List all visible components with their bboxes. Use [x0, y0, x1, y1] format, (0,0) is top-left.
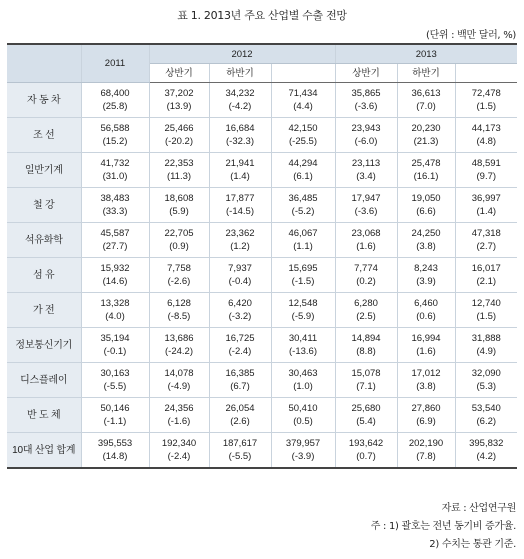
growth-rate: (1.2)	[230, 241, 250, 252]
growth-rate: (1.6)	[356, 241, 376, 252]
export-value: 12,548	[288, 298, 318, 309]
table-cell	[149, 153, 209, 188]
export-value: 13,686	[164, 333, 194, 344]
growth-rate: (-1.1)	[103, 416, 127, 427]
growth-rate: (13.9)	[166, 101, 192, 112]
export-value: 30,463	[288, 368, 318, 379]
table-cell	[455, 188, 517, 223]
growth-rate: (27.7)	[102, 241, 128, 252]
table-cell	[335, 258, 397, 293]
table-cell	[149, 328, 209, 363]
growth-rate: (-5.9)	[291, 311, 315, 322]
growth-rate: (1.4)	[476, 206, 497, 217]
table-cell	[397, 328, 455, 363]
growth-rate: (6.9)	[416, 416, 436, 427]
growth-rate: (-2.4)	[228, 346, 252, 357]
table-cell	[335, 328, 397, 363]
growth-rate: (1.5)	[476, 311, 497, 322]
table-row	[7, 293, 517, 328]
unit-label: (단위 : 백만 달러, %)	[425, 30, 516, 41]
growth-rate: (0.5)	[293, 416, 313, 427]
table-cell	[397, 188, 455, 223]
export-value: 7,774	[354, 263, 378, 274]
growth-rate: (4.4)	[293, 101, 313, 112]
export-forecast-table	[7, 43, 517, 469]
growth-rate: (1.4)	[230, 171, 250, 182]
export-value: 25,466	[164, 123, 194, 134]
table-cell	[271, 363, 335, 398]
table-cell	[397, 223, 455, 258]
export-value: 37,202	[164, 88, 194, 99]
table-cell	[397, 293, 455, 328]
table-cell	[209, 258, 271, 293]
table-cell	[149, 118, 209, 153]
export-value: 41,732	[100, 158, 130, 169]
table-cell	[149, 258, 209, 293]
header-2012-total	[271, 64, 335, 83]
export-value: 16,994	[411, 333, 441, 344]
table-cell	[81, 118, 149, 153]
growth-rate: (-4.2)	[228, 101, 252, 112]
growth-rate: (7.8)	[416, 451, 436, 462]
row-label: 일반기계	[7, 153, 81, 188]
growth-rate: (-32.3)	[226, 136, 254, 147]
export-value: 6,420	[228, 298, 252, 309]
growth-rate: (4.2)	[476, 451, 497, 462]
export-value: 19,050	[411, 193, 441, 204]
table-cell	[335, 223, 397, 258]
export-value: 72,478	[471, 88, 501, 99]
export-value: 36,485	[288, 193, 318, 204]
growth-rate: (-4.9)	[167, 381, 191, 392]
export-value: 35,194	[100, 333, 130, 344]
row-label: 디스플레이	[7, 363, 81, 398]
table-cell	[149, 398, 209, 433]
growth-rate: (-24.2)	[165, 346, 193, 357]
table-cell	[81, 328, 149, 363]
table-cell	[455, 153, 517, 188]
table-cell	[149, 363, 209, 398]
table-cell	[397, 83, 455, 118]
export-value: 16,725	[225, 333, 255, 344]
table-cell	[149, 293, 209, 328]
table-cell	[209, 153, 271, 188]
table-cell	[271, 293, 335, 328]
export-value: 202,190	[408, 438, 444, 449]
export-value: 6,460	[414, 298, 438, 309]
table-cell	[271, 188, 335, 223]
table-cell	[81, 363, 149, 398]
source-note: 자료 : 산업연구원	[441, 503, 516, 514]
table-cell	[271, 258, 335, 293]
export-value: 395,832	[469, 438, 504, 449]
table-cell	[455, 328, 517, 363]
table-cell	[149, 83, 209, 118]
growth-rate: (-2.4)	[167, 451, 191, 462]
table-cell	[455, 258, 517, 293]
table-cell	[455, 363, 517, 398]
growth-rate: (0.6)	[416, 311, 436, 322]
export-value: 15,695	[288, 263, 318, 274]
growth-rate: (6.6)	[416, 206, 436, 217]
table-cell	[209, 398, 271, 433]
export-value: 38,483	[100, 193, 130, 204]
table-cell	[271, 118, 335, 153]
table-notes	[371, 500, 516, 554]
table-cell	[335, 118, 397, 153]
row-label: 석유화학	[7, 223, 81, 258]
export-value: 21,941	[225, 158, 255, 169]
growth-rate: (33.3)	[102, 206, 128, 217]
export-value: 50,146	[100, 403, 130, 414]
growth-rate: (0.2)	[356, 276, 376, 287]
table-body	[7, 83, 517, 469]
growth-rate: (-5.2)	[291, 206, 315, 217]
export-value: 30,163	[100, 368, 130, 379]
table-cell	[149, 188, 209, 223]
footnote-2: 2) 수치는 통관 기준.	[429, 539, 516, 550]
table-cell	[209, 83, 271, 118]
export-value: 68,400	[100, 88, 130, 99]
export-value: 31,888	[471, 333, 501, 344]
export-value: 6,280	[354, 298, 378, 309]
export-value: 27,860	[411, 403, 441, 414]
table-cell	[335, 363, 397, 398]
export-value: 24,250	[411, 228, 441, 239]
table-cell	[81, 433, 149, 469]
table-cell	[397, 153, 455, 188]
table-cell	[397, 398, 455, 433]
growth-rate: (-8.5)	[167, 311, 191, 322]
export-value: 16,684	[225, 123, 255, 134]
table-cell	[271, 433, 335, 469]
table-cell	[271, 83, 335, 118]
export-value: 25,680	[351, 403, 381, 414]
table-cell	[81, 223, 149, 258]
row-label: 정보통신기기	[7, 328, 81, 363]
table-row	[7, 328, 517, 363]
growth-rate: (1.1)	[293, 241, 313, 252]
export-value: 15,932	[100, 263, 130, 274]
export-value: 14,078	[164, 368, 194, 379]
growth-rate: (-0.1)	[103, 346, 127, 357]
table-cell	[209, 188, 271, 223]
table-row	[7, 83, 517, 118]
export-value: 23,113	[351, 158, 381, 169]
export-value: 8,243	[414, 263, 438, 274]
export-value: 7,937	[228, 263, 252, 274]
growth-rate: (3.8)	[416, 381, 436, 392]
export-value: 71,434	[288, 88, 318, 99]
table-cell	[81, 398, 149, 433]
growth-rate: (4.8)	[476, 136, 497, 147]
export-value: 48,591	[471, 158, 501, 169]
export-value: 36,997	[471, 193, 501, 204]
table-row	[7, 433, 517, 469]
export-value: 32,090	[471, 368, 501, 379]
table-cell	[209, 328, 271, 363]
table-title: 표 1. 2013년 주요 산업별 수출 전망	[177, 9, 347, 22]
table-cell	[335, 293, 397, 328]
table-cell	[81, 258, 149, 293]
export-value: 7,758	[167, 263, 191, 274]
growth-rate: (2.1)	[476, 276, 497, 287]
growth-rate: (1.6)	[416, 346, 436, 357]
table-cell	[209, 363, 271, 398]
growth-rate: (16.1)	[413, 171, 439, 182]
export-value: 25,478	[411, 158, 441, 169]
growth-rate: (2.7)	[476, 241, 497, 252]
row-label: 조 선	[7, 118, 81, 153]
table-cell	[271, 153, 335, 188]
row-label: 10대 산업 합계	[7, 433, 81, 469]
table-cell	[209, 433, 271, 469]
export-value: 6,128	[167, 298, 191, 309]
growth-rate: (-2.6)	[167, 276, 191, 287]
growth-rate: (-3.6)	[354, 206, 378, 217]
export-value: 23,068	[351, 228, 381, 239]
export-value: 53,540	[471, 403, 501, 414]
table-row	[7, 153, 517, 188]
export-value: 395,553	[97, 438, 133, 449]
header-2013-second-half: 하반기	[397, 64, 455, 83]
export-value: 42,150	[288, 123, 318, 134]
table-cell	[209, 293, 271, 328]
table-cell	[455, 223, 517, 258]
growth-rate: (1.5)	[476, 101, 497, 112]
export-value: 36,613	[411, 88, 441, 99]
growth-rate: (7.0)	[416, 101, 436, 112]
table-cell	[149, 433, 209, 469]
header-2012-first-half: 상반기	[149, 64, 209, 83]
growth-rate: (-6.0)	[354, 136, 378, 147]
row-label: 자 동 차	[7, 83, 81, 118]
export-value: 47,318	[471, 228, 501, 239]
table-cell	[335, 188, 397, 223]
export-value: 379,957	[285, 438, 321, 449]
export-value: 44,173	[471, 123, 501, 134]
table-cell	[455, 398, 517, 433]
export-value: 24,356	[164, 403, 194, 414]
growth-rate: (15.2)	[102, 136, 128, 147]
header-2012-second-half: 하반기	[209, 64, 271, 83]
export-value: 18,608	[164, 193, 194, 204]
growth-rate: (2.5)	[356, 311, 376, 322]
header-year-2011: 2011	[81, 44, 149, 83]
growth-rate: (-0.4)	[228, 276, 252, 287]
export-value: 46,067	[288, 228, 318, 239]
export-value: 13,328	[100, 298, 130, 309]
export-value: 12,740	[471, 298, 501, 309]
table-cell	[397, 363, 455, 398]
growth-rate: (11.3)	[166, 171, 192, 182]
growth-rate: (4.9)	[476, 346, 497, 357]
export-value: 15,078	[351, 368, 381, 379]
growth-rate: (1.0)	[293, 381, 313, 392]
growth-rate: (-25.5)	[289, 136, 317, 147]
table-cell	[81, 153, 149, 188]
growth-rate: (4.0)	[105, 311, 125, 322]
table-cell	[397, 258, 455, 293]
table-row	[7, 398, 517, 433]
table-cell	[271, 223, 335, 258]
table-cell	[397, 118, 455, 153]
growth-rate: (9.7)	[476, 171, 497, 182]
export-value: 193,642	[348, 438, 384, 449]
header-2013-total	[455, 64, 517, 83]
table-row	[7, 258, 517, 293]
table-cell	[335, 433, 397, 469]
export-value: 50,410	[288, 403, 318, 414]
table-cell	[209, 223, 271, 258]
table-cell	[271, 328, 335, 363]
export-value: 16,017	[471, 263, 501, 274]
table-cell	[81, 188, 149, 223]
export-value: 17,877	[225, 193, 255, 204]
table-cell	[397, 433, 455, 469]
growth-rate: (0.9)	[169, 241, 189, 252]
growth-rate: (8.8)	[356, 346, 376, 357]
export-value: 35,865	[351, 88, 381, 99]
growth-rate: (6.2)	[476, 416, 497, 427]
export-value: 44,294	[288, 158, 318, 169]
table-cell	[455, 83, 517, 118]
growth-rate: (14.6)	[102, 276, 128, 287]
row-label: 철 강	[7, 188, 81, 223]
table-row	[7, 188, 517, 223]
growth-rate: (-1.5)	[291, 276, 315, 287]
growth-rate: (6.1)	[293, 171, 313, 182]
growth-rate: (0.7)	[356, 451, 376, 462]
table-cell	[335, 398, 397, 433]
export-value: 26,054	[225, 403, 255, 414]
export-value: 17,947	[351, 193, 381, 204]
growth-rate: (3.4)	[356, 171, 376, 182]
row-label: 가 전	[7, 293, 81, 328]
header-2013-first-half: 상반기	[335, 64, 397, 83]
table-row	[7, 118, 517, 153]
growth-rate: (3.8)	[416, 241, 436, 252]
table-cell	[81, 293, 149, 328]
table-cell	[271, 398, 335, 433]
growth-rate: (31.0)	[102, 171, 128, 182]
export-value: 14,894	[351, 333, 381, 344]
growth-rate: (14.8)	[102, 451, 128, 462]
export-value: 45,587	[100, 228, 130, 239]
growth-rate: (5.4)	[356, 416, 376, 427]
table-cell	[149, 223, 209, 258]
growth-rate: (-5.5)	[103, 381, 127, 392]
table-cell	[335, 153, 397, 188]
export-value: 16,385	[225, 368, 255, 379]
growth-rate: (3.9)	[416, 276, 436, 287]
table-row	[7, 223, 517, 258]
growth-rate: (-20.2)	[165, 136, 193, 147]
growth-rate: (5.3)	[476, 381, 497, 392]
export-value: 17,012	[411, 368, 441, 379]
table-cell	[81, 83, 149, 118]
table-cell	[455, 118, 517, 153]
growth-rate: (-3.9)	[291, 451, 315, 462]
growth-rate: (-3.6)	[354, 101, 378, 112]
table-cell	[455, 293, 517, 328]
export-value: 30,411	[288, 333, 318, 344]
export-value: 23,362	[225, 228, 255, 239]
growth-rate: (-3.2)	[228, 311, 252, 322]
row-label: 섬 유	[7, 258, 81, 293]
growth-rate: (-14.5)	[226, 206, 254, 217]
growth-rate: (-13.6)	[289, 346, 317, 357]
export-value: 23,943	[351, 123, 381, 134]
growth-rate: (5.9)	[169, 206, 189, 217]
growth-rate: (21.3)	[413, 136, 439, 147]
header-corner	[7, 44, 81, 83]
export-value: 20,230	[411, 123, 441, 134]
growth-rate: (-1.6)	[167, 416, 191, 427]
growth-rate: (25.8)	[102, 101, 128, 112]
table-cell	[455, 433, 517, 469]
row-label: 반 도 체	[7, 398, 81, 433]
export-value: 187,617	[222, 438, 258, 449]
export-value: 34,232	[225, 88, 255, 99]
export-value: 22,705	[164, 228, 194, 239]
footnote-1: 주 : 1) 괄호는 전년 동기비 증가율.	[370, 521, 516, 532]
growth-rate: (6.7)	[230, 381, 250, 392]
export-value: 22,353	[164, 158, 194, 169]
growth-rate: (2.6)	[230, 416, 250, 427]
export-value: 56,588	[100, 123, 130, 134]
growth-rate: (-5.5)	[228, 451, 252, 462]
header-year-2013: 2013	[335, 44, 517, 64]
growth-rate: (7.1)	[356, 381, 376, 392]
header-year-2012: 2012	[149, 44, 335, 64]
table-row	[7, 363, 517, 398]
export-value: 192,340	[161, 438, 197, 449]
table-cell	[335, 83, 397, 118]
table-cell	[209, 118, 271, 153]
